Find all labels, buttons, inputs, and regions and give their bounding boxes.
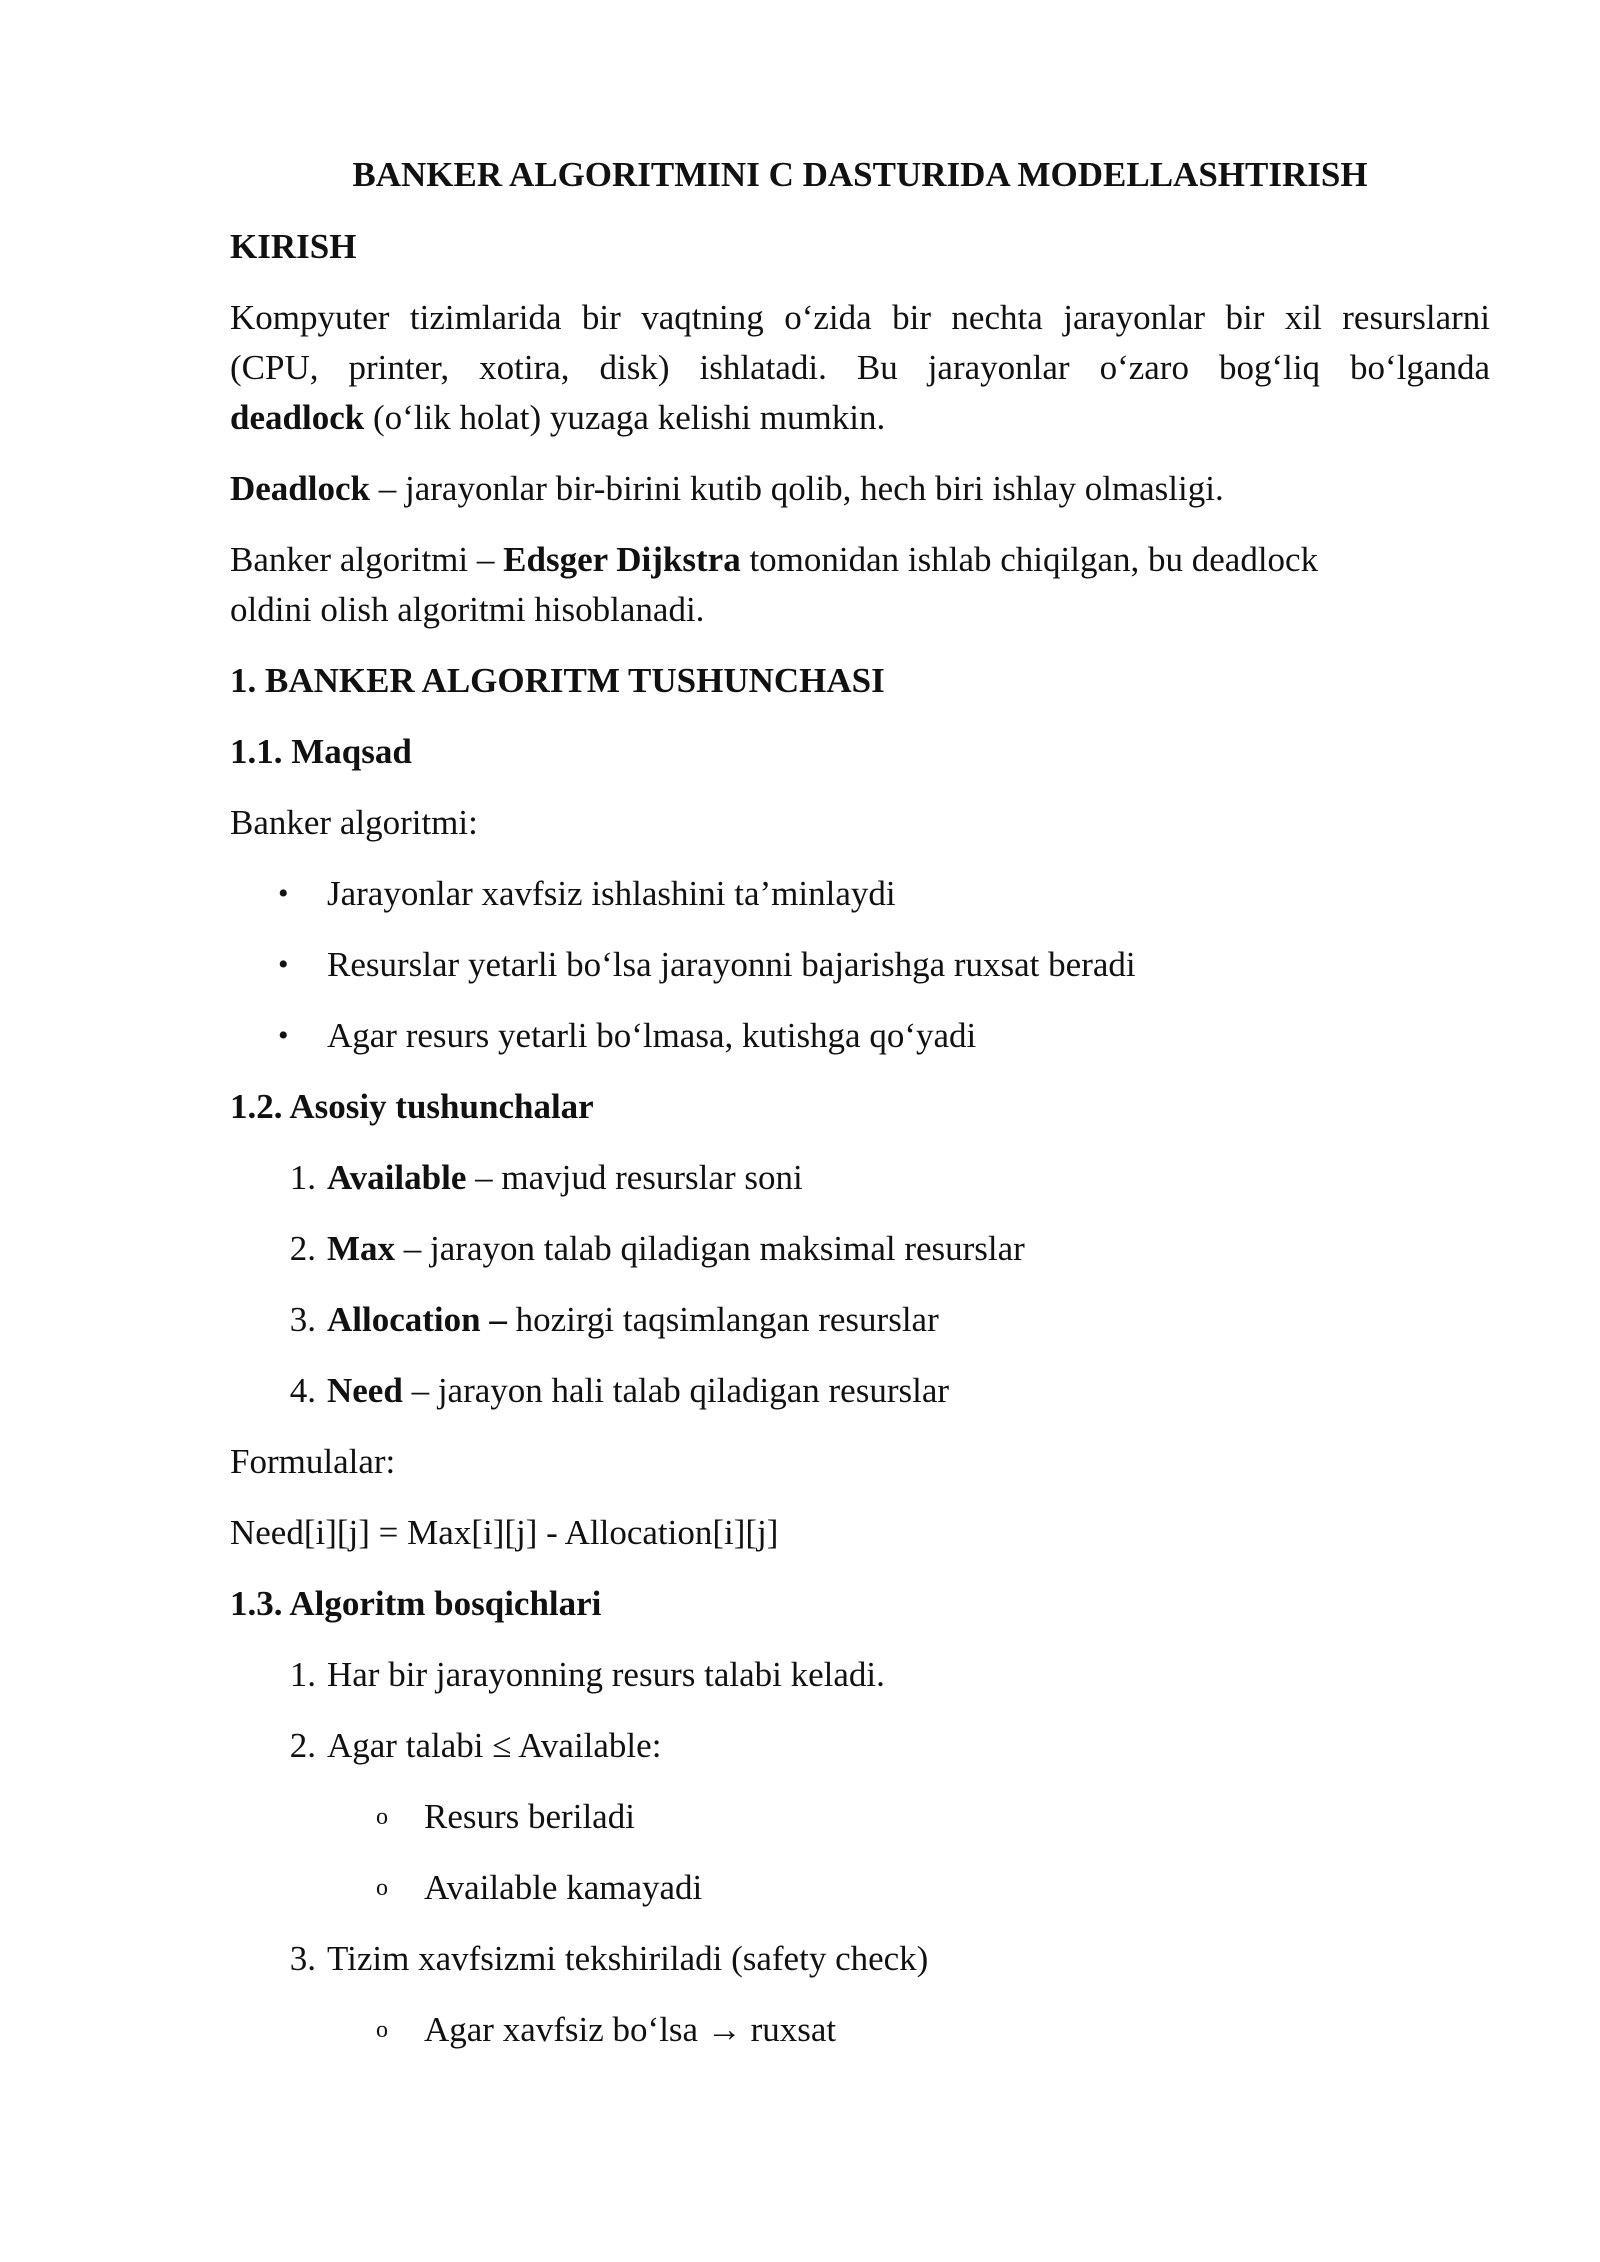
deadlock-definition: [230, 464, 1224, 514]
intro-paragraph-line-2: (CPU, printer, xotira, disk) ishlatadi. Bu jarayonlar o‘zaro bog‘liq bo‘lganda: [230, 348, 1490, 387]
term-description: hozirgi taqsimlangan resurslar: [506, 1300, 939, 1339]
bullet-text: Resurslar yetarli bo‘lsa jarayonni bajarishga ruxsat beradi: [327, 945, 1136, 984]
term-deadlock: deadlock: [230, 398, 365, 437]
sub-bullet-marker: o: [376, 2017, 388, 2043]
term: Allocation –: [327, 1300, 507, 1339]
list-number: 2.: [289, 1726, 316, 1765]
heading-1-2: 1.2. Asosiy tushunchalar: [230, 1087, 594, 1126]
sub-list-text: Resurs beriladi: [424, 1797, 635, 1836]
bullet-text: Agar resurs yetarli bo‘lmasa, kutishga qo‘yadi: [327, 1016, 977, 1055]
term-description: – mavjud resurslar soni: [466, 1158, 803, 1197]
list-text: Har bir jarayonning resurs talabi keladi.: [327, 1655, 885, 1694]
heading-section-1: 1. BANKER ALGORITM TUSHUNCHASI: [230, 661, 885, 700]
intro-paragraph-line-3: [230, 393, 885, 443]
heading-1-1: 1.1. Maqsad: [230, 732, 412, 771]
list-number: 2.: [289, 1229, 316, 1268]
maqsad-lead: Banker algoritmi:: [230, 803, 478, 842]
sub-bullet-marker: o: [376, 1875, 388, 1901]
bullet-marker: •: [278, 1019, 289, 1052]
list-number: 3.: [289, 1939, 316, 1978]
term: Available: [327, 1158, 467, 1197]
need-formula: Need[i][j] = Max[i][j] - Allocation[i][j]: [230, 1513, 779, 1552]
document-title: BANKER ALGORITMINI C DASTURIDA MODELLASHTIRISH: [352, 155, 1368, 194]
term-description: – jarayon talab qiladigan maksimal resurslar: [395, 1229, 1025, 1268]
intro-paragraph-line-3-rest: (o‘lik holat) yuzaga kelishi mumkin.: [364, 398, 886, 437]
formulas-label: Formulalar:: [230, 1442, 396, 1481]
list-number: 1.: [289, 1158, 316, 1197]
banker-intro-rest: tomonidan ishlab chiqilgan, bu deadlock: [740, 540, 1319, 579]
list-number: 3.: [289, 1300, 316, 1339]
bullet-marker: •: [278, 948, 289, 981]
list-number: 1.: [289, 1655, 316, 1694]
heading-kirish: KIRISH: [230, 227, 357, 266]
banker-intro-line-1: [230, 535, 1318, 585]
bullet-marker: •: [278, 877, 289, 910]
term-description: – jarayon hali talab qiladigan resurslar: [402, 1371, 950, 1410]
sub-list-text: Agar xavfsiz bo‘lsa → ruxsat: [424, 2010, 837, 2049]
bullet-text: Jarayonlar xavfsiz ishlashini ta’minlaydi: [327, 874, 896, 913]
list-text: [327, 1366, 949, 1416]
heading-1-3: 1.3. Algoritm bosqichlari: [230, 1584, 602, 1623]
deadlock-definition-text: – jarayonlar bir-birini kutib qolib, hech biri ishlay olmasligi.: [370, 469, 1224, 508]
term: Max: [327, 1229, 396, 1268]
sub-bullet-marker: o: [376, 1804, 388, 1830]
list-text: Tizim xavfsizmi tekshiriladi (safety check): [327, 1939, 929, 1978]
term-deadlock-def: Deadlock: [230, 469, 370, 508]
author-name: Edsger Dijkstra: [503, 540, 741, 579]
list-text: [327, 1153, 803, 1203]
banker-intro-start: Banker algoritmi –: [230, 540, 504, 579]
banker-intro-line-2: oldini olish algoritmi hisoblanadi.: [230, 590, 705, 629]
term: Need: [327, 1371, 403, 1410]
list-text: [327, 1295, 939, 1345]
list-number: 4.: [289, 1371, 316, 1410]
list-text: Agar talabi ≤ Available:: [327, 1726, 662, 1765]
intro-paragraph-line-1: Kompyuter tizimlarida bir vaqtning o‘zida bir nechta jarayonlar bir xil resurslarni: [230, 298, 1490, 337]
sub-list-text: Available kamayadi: [424, 1868, 703, 1907]
list-text: [327, 1224, 1025, 1274]
